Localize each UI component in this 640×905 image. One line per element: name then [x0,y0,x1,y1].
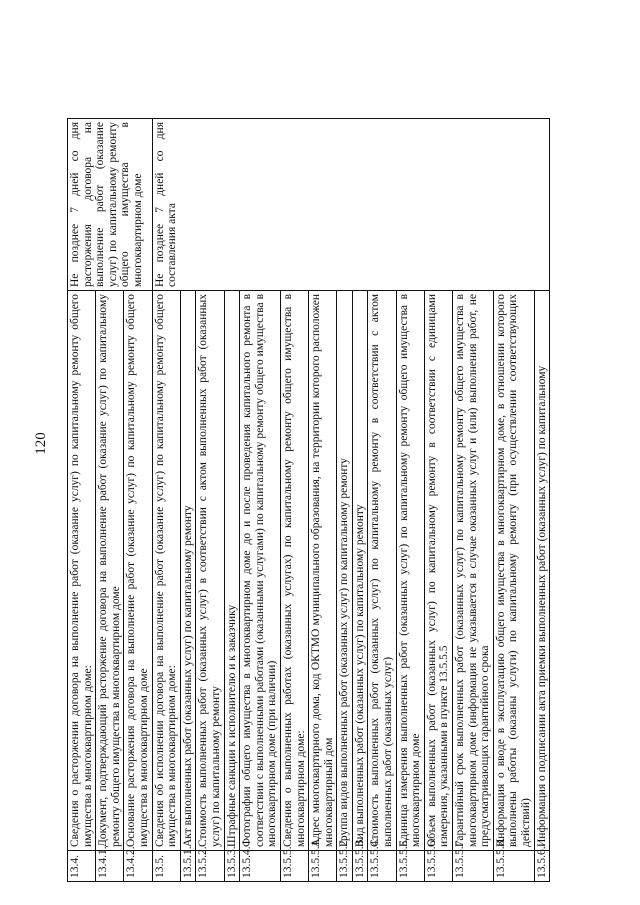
row-number: 13.5.5.3. [352,851,368,882]
row-deadline: Не позднее 7 дней со дня составления акта [152,119,550,291]
row-description: Сведения о выполненных работах (оказанных услугах) по капитальному ремонту общего имущества в многоквартирном доме: [280,291,308,851]
row-number: 13.5.2. [196,851,224,882]
rotated-table-container [67,122,577,882]
row-number: 13.5.6. [534,851,550,882]
row-number: 13.5.5.5. [396,851,424,882]
row-description: Информация о вводе в эксплуатацию общего имущества в многоквартирном доме, в отношении которого выполнены работы (оказаны услуги) по капитальному ремонту (при осуществлении соответствующих действий) [493,291,534,851]
row-description: Документ, подтверждающий расторжение договора на выполнение работ (оказание услуг) по капитальному ремонту общего имущества в многоквартирном доме [96,291,124,851]
row-number: 13.5.5.8. [493,851,534,882]
row-description: Вид выполненных работ (оказанных услуг) по капитальному ремонту [352,291,368,851]
row-description: Гарантийный срок выполненных работ (оказанных услуг) по капитальному ремонту общего имущества в многоквартирном доме (информация не указывается в случае оказанных услуг и (или) выполнения работ, не предусматривающих гарантийного срока [453,291,494,851]
row-description: Стоимость выполненных работ (оказанных услуг) в соответствии с актом выполненных работ (оказанных услуг) по капитальному ремонту [196,291,224,851]
row-number: 13.5.3. [224,851,240,882]
row-number: 13.4.1. [96,851,124,882]
row-number: 13.5.5.7. [453,851,494,882]
row-description: Объем выполненных работ (оказанных услуг) по капитальному ремонту в соответствии с единицами измерения, указанными в пункте 13.5.5.5 [424,291,452,851]
row-description: Адрес многоквартирного дома, код ОКТМО муниципального образования, на территории которого расположен многоквартирный дом [309,291,337,851]
table-row [152,119,180,882]
page-number: 120 [32,432,49,455]
row-number: 13.5.4. [240,851,281,882]
row-description: Сведения об исполнении договора на выполнение работ (оказание услуг) по капитальному ремонту общего имущества в многоквартирном доме: [152,291,180,851]
row-description: Сведения о расторжении договора на выполнение работ (оказание услуг) по капитальному ремонту общего имущества в многоквартирном доме: [68,291,96,851]
row-description: Штрафные санкции к исполнителю и к заказчику [224,291,240,851]
row-description: Основание расторжения договора на выполнение работ (оказание услуг) по капитальному ремонту общего имущества в многоквартирном доме [124,291,152,851]
row-number: 13.5. [152,851,180,882]
row-number: 13.5.5.4. [368,851,396,882]
row-number: 13.4.2. [124,851,152,882]
row-number: 13.5.1. [180,851,196,882]
row-number: 13.5.5. [280,851,308,882]
row-description: Стоимость выполненных работ (оказанных услуг) по капитальному ремонту в соответствии с актом выполненных работ (оказанных услуг) [368,291,396,851]
row-description: Фотографии общего имущества в многоквартирном доме до и после проведения капитального ремонта в соответствии с выполненными работами (оказанными услугами) по капитальному ремонту общего имущества в многоквартирном доме (при наличии) [240,291,281,851]
row-number: 13.4. [68,851,96,882]
row-number: 13.5.5.6. [424,851,452,882]
row-number: 13.5.5.1. [309,851,337,882]
row-number: 13.5.5.2. [337,851,353,882]
table-row [68,119,96,882]
row-description: Группа видов выполненных работ (оказанных услуг) по капитальному ремонту [337,291,353,851]
row-description: Единица измерения выполненных работ (оказанных услуг) по капитальному ремонту общего имущества в многоквартирном доме [396,291,424,851]
row-description: Акт выполненных работ (оказанных услуг) по капитальному ремонту [180,291,196,851]
row-deadline: Не позднее 7 дней со дня расторжения договора на выполнение работ (оказание услуг) по капитальному ремонту общего имущества в многоквартирном доме [68,119,153,291]
row-description: Информация о подписании акта приемки выполненных работ (оказанных услуг) по капитальному [534,291,550,851]
requirements-table [67,118,550,882]
